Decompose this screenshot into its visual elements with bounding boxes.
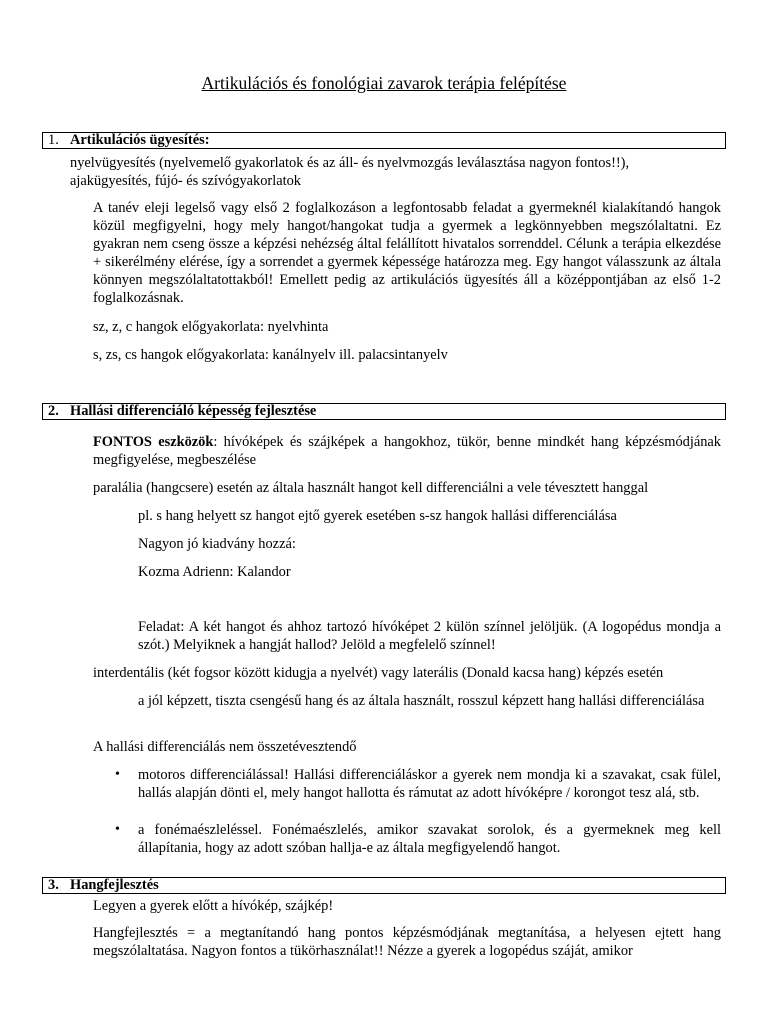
section-3-heading: Hangfejlesztés [70, 877, 159, 893]
section-1-sz-line: sz, z, c hangok előgyakorlata: nyelvhinta [93, 319, 329, 335]
section-1-paragraph: A tanév eleji legelső vagy első 2 foglalkozáson a legfontosabb feladat a gyermeknél kialakítandó hangok közül megfigyelni, hogy mely hangot/hangokat tudja a gyermek a legkönnyebben megszólaltatni. Ez gyakran nem cseng össze a képzési nehézség által felállított hivatalos sorrenddel. Célunk a terápia elkezdése + sikerélmény elérése, így a sorrendet a gyermek képessége határozza meg. Egy hangot válasszunk az általa könnyen megszólaltatottakból! Emellett pedig az artikulációs ügyesítés áll a középpontjában az első 1-2 foglalkozásnak. [93, 200, 721, 306]
section-2-bullet-2: a fonémaészleléssel. Fonémaészlelés, amikor szavakat sorolok, és a gyermeknek meg kell állapítania, hogy az adott szóban hallja-e az általa megfigyelendő hangot. [138, 822, 721, 856]
section-3-line1: Legyen a gyerek előtt a hívókép, szájkép! [93, 898, 334, 914]
section-2-paralalia: paralália (hangcsere) esetén az általa használt hangot kell differenciálni a vele tévesztett hanggal [93, 480, 649, 496]
section-1-intro-line2: ajakügyesítés, fújó- és szívógyakorlatok [70, 173, 301, 189]
fontos-label: FONTOS eszközök [93, 434, 214, 450]
section-2-jol-kepzett: a jól képzett, tiszta csengésű hang és az általa használt, rosszul képzett hang hallási differenciálása [138, 693, 705, 709]
section-1-intro-line1: nyelvügyesítés (nyelvemelő gyakorlatok és az áll- és nyelvmozgás leválasztása nagyon fontos!!), [70, 155, 630, 171]
bullet-marker: • [115, 767, 120, 782]
section-2-kiadvany: Nagyon jó kiadvány hozzá: [138, 536, 296, 552]
section-2-feladat: Feladat: A két hangot és ahhoz tartozó hívóképet 2 külön színnel jelöljük. (A logopédus mondja a szót.) Melyiknek a hangját hallod? Jelöld a megfelelő színnel! [138, 619, 721, 653]
fontos-text: : hívóképek és szájképek a hangokhoz, tükör, benne mindkét hang képzésmódjának megfigyelése, megbeszélése [93, 434, 721, 468]
section-1-number: 1. [48, 132, 59, 148]
section-1-s-line: s, zs, cs hangok előgyakorlata: kanálnyelv ill. palacsintanyelv [93, 347, 448, 363]
section-2-bullet-1: motoros differenciálással! Hallási differenciáláskor a gyerek nem mondja ki a szavakat, csak fülel, hallás alapján dönti el, mely hangot hallotta és rámutat az adott hívóképre / korongot tesz alá, stb. [138, 767, 721, 801]
section-2-number: 2. [48, 403, 59, 419]
section-2-hallasi-diff: A hallási differenciálás nem összetévesztendő [93, 739, 357, 755]
section-3-paragraph: Hangfejlesztés = a megtanítandó hang pontos képzésmódjának megtanítása, a helyesen ejtett hang megszólaltatása. Nagyon fontos a tükörhasználat!! Nézze a gyerek a logopédus száját, amikor [93, 925, 721, 959]
bullet-marker: • [115, 822, 120, 837]
section-2-fontos [93, 433, 721, 469]
section-2-kozma: Kozma Adrienn: Kalandor [138, 564, 291, 580]
page-title: Artikulációs és fonológiai zavarok terápia felépítése [201, 73, 567, 93]
section-1-heading: Artikulációs ügyesítés: [70, 132, 210, 148]
section-2-interdentalis: interdentális (két fogsor között kidugja a nyelvét) vagy laterális (Donald kacsa hang) képzés esetén [93, 665, 664, 681]
section-3-number: 3. [48, 877, 59, 893]
section-2-heading: Hallási differenciáló képesség fejlesztése [70, 403, 317, 419]
section-2-example: pl. s hang helyett sz hangot ejtő gyerek esetében s-sz hangok hallási differenciálása [138, 508, 617, 524]
